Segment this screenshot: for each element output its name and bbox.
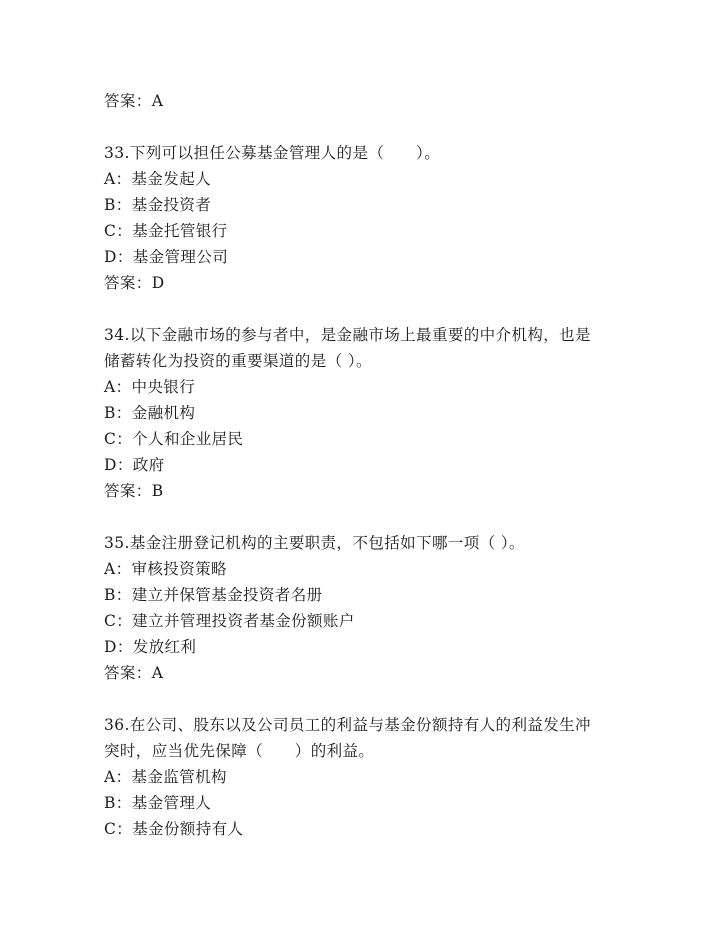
question-35 [104,530,664,686]
option-c: C：基金托管银行 [104,222,228,240]
spacer [104,504,664,530]
answer: 答案：A [104,664,164,682]
spacer [104,114,664,140]
question-stem-line-1: 34.以下金融市场的参与者中，是金融市场上最重要的中介机构，也是 [104,326,591,344]
question-stem: 35.基金注册登记机构的主要职责，不包括如下哪一项（ ）。 [104,534,525,552]
option-b: B：金融机构 [104,404,196,422]
question-36 [104,712,664,842]
question-stem-line-2: 突时，应当优先保障（ ）的利益。 [104,742,375,760]
option-b: B：基金投资者 [104,196,212,214]
option-a: A：中央银行 [104,378,196,396]
option-b: B：基金管理人 [104,794,212,812]
spacer [104,296,664,322]
previous-answer: 答案：A [104,92,164,110]
option-d: D：政府 [104,456,165,474]
question-stem-line-1: 36.在公司、股东以及公司员工的利益与基金份额持有人的利益发生冲 [104,716,591,734]
question-33 [104,140,664,296]
option-c: C：个人和企业居民 [104,430,244,448]
option-a: A：基金发起人 [104,170,211,188]
spacer [104,686,664,712]
question-stem-line-2: 储蓄转化为投资的重要渠道的是（ ）。 [104,352,372,370]
option-b: B：建立并保管基金投资者名册 [104,586,323,604]
document-page [104,88,664,842]
option-c: C：建立并管理投资者基金份额账户 [104,612,355,630]
option-a: A：审核投资策略 [104,560,227,578]
answer: 答案：D [104,274,165,292]
question-34 [104,322,664,504]
option-a: A：基金监管机构 [104,768,227,786]
question-stem: 33.下列可以担任公募基金管理人的是（ ）。 [104,144,441,162]
answer: 答案：B [104,482,164,500]
option-d: D：基金管理公司 [104,248,229,266]
option-d: D：发放红利 [104,638,197,656]
option-c: C：基金份额持有人 [104,820,244,838]
